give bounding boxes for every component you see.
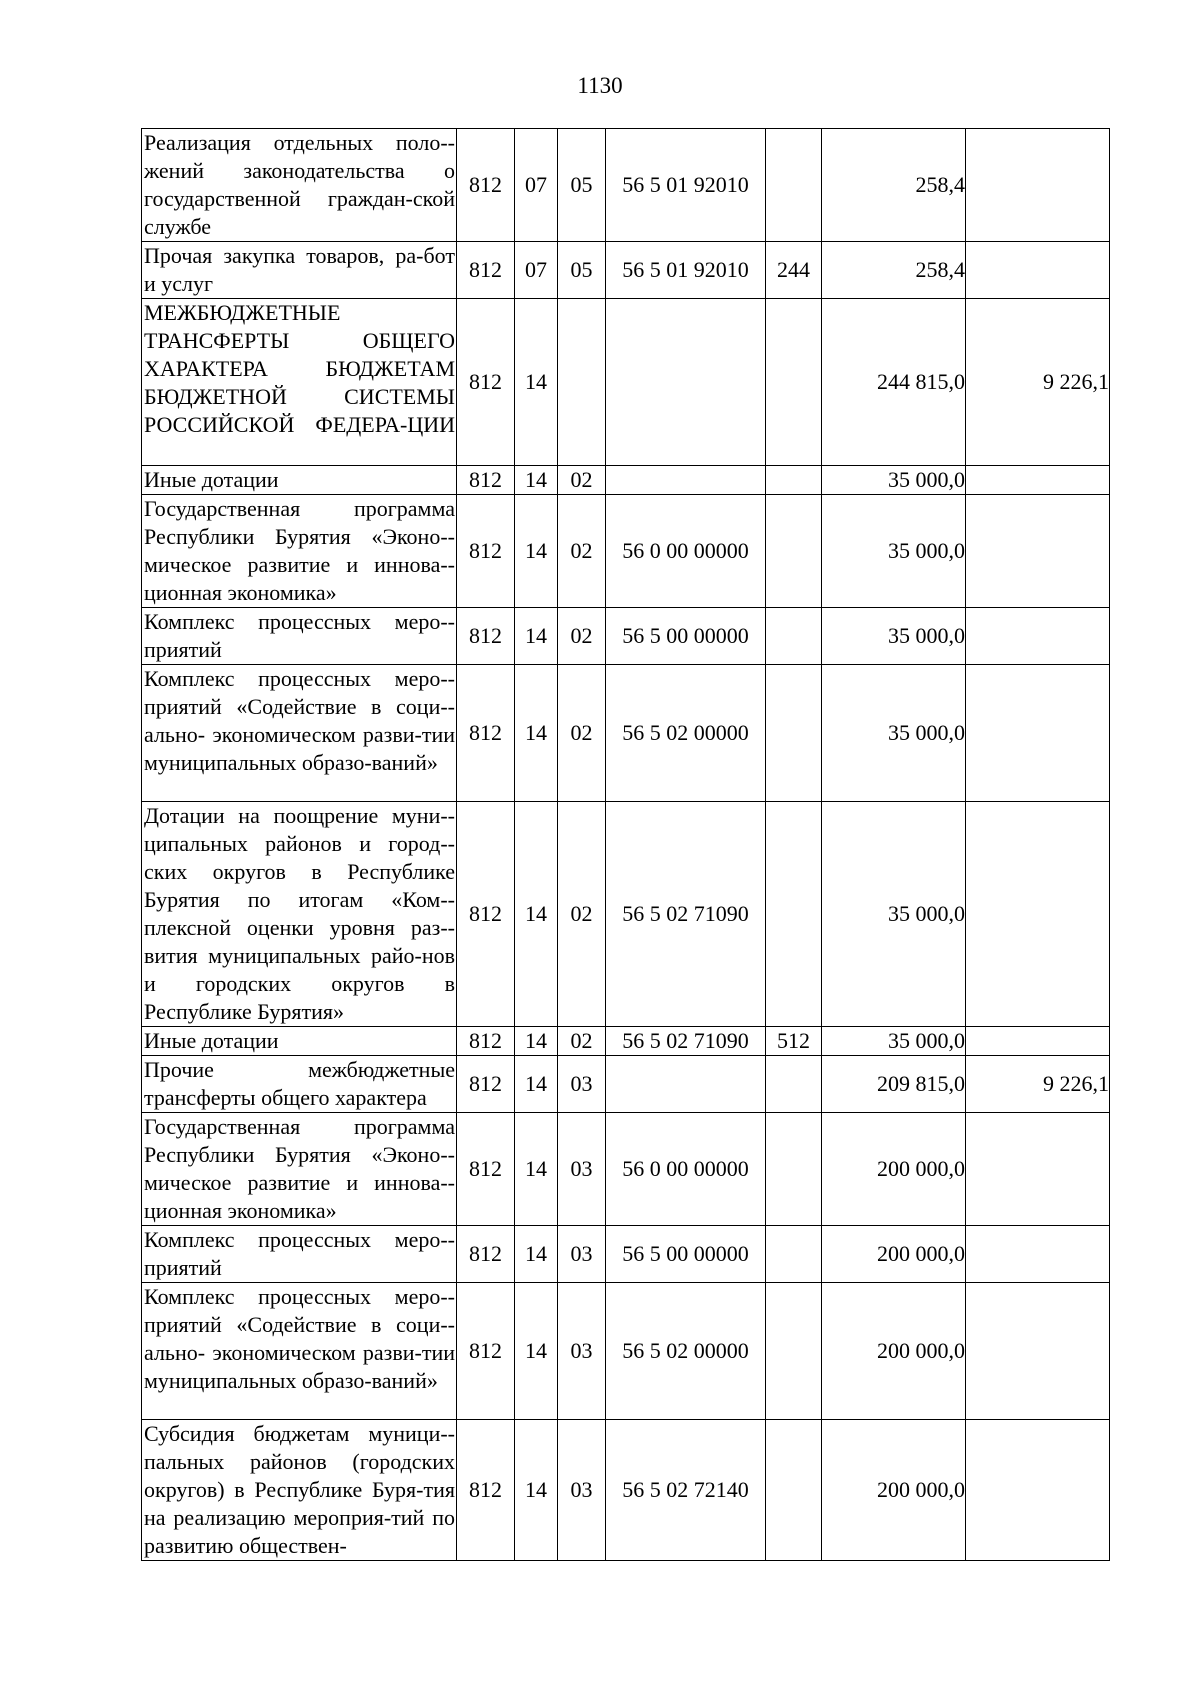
row-target-article: 56 0 00 00000 — [606, 1113, 766, 1226]
row-target-article: 56 5 00 00000 — [606, 1226, 766, 1283]
row-amount: 35 000,0 — [822, 495, 966, 608]
table-row — [142, 1226, 1110, 1283]
table-row — [142, 802, 1110, 1027]
row-amount: 35 000,0 — [822, 1027, 966, 1056]
table-row — [142, 1420, 1110, 1561]
row-amount: 200 000,0 — [822, 1420, 966, 1561]
row-name: Иные дотации — [142, 1027, 457, 1056]
row-expense-type — [766, 665, 822, 802]
row-section-code: 14 — [515, 1420, 558, 1561]
row-ministry-code: 812 — [457, 466, 515, 495]
row-ministry-code: 812 — [457, 129, 515, 242]
row-name: Иные дотации — [142, 466, 457, 495]
row-subsection-code: 02 — [558, 802, 606, 1027]
row-name: Комплекс процессных меро-приятий — [142, 608, 457, 665]
row-subsection-code: 03 — [558, 1056, 606, 1113]
page-number: 1130 — [577, 73, 623, 98]
row-section-code: 14 — [515, 1027, 558, 1056]
row-section-code: 14 — [515, 665, 558, 802]
row-expense-type — [766, 1056, 822, 1113]
row-target-article: 56 5 01 92010 — [606, 129, 766, 242]
row-amount-secondary — [966, 665, 1110, 802]
row-ministry-code: 812 — [457, 495, 515, 608]
row-expense-type — [766, 1113, 822, 1226]
row-subsection-code: 02 — [558, 1027, 606, 1056]
row-subsection-code: 03 — [558, 1283, 606, 1420]
row-amount: 244 815,0 — [822, 299, 966, 466]
row-amount: 35 000,0 — [822, 608, 966, 665]
row-name: Прочие межбюджетные трансферты общего характера — [142, 1056, 457, 1113]
row-section-code: 07 — [515, 242, 558, 299]
row-section-code: 14 — [515, 299, 558, 466]
row-amount: 200 000,0 — [822, 1283, 966, 1420]
row-target-article — [606, 299, 766, 466]
row-subsection-code: 02 — [558, 495, 606, 608]
row-amount-secondary — [966, 129, 1110, 242]
row-amount-secondary — [966, 495, 1110, 608]
row-amount-secondary — [966, 1113, 1110, 1226]
row-target-article: 56 5 02 71090 — [606, 802, 766, 1027]
row-target-article — [606, 1056, 766, 1113]
row-amount-secondary — [966, 608, 1110, 665]
row-subsection-code: 02 — [558, 608, 606, 665]
row-name: Государственная программа Республики Бурятия «Эконо-мическое развитие и иннова-ционная экономика» — [142, 1113, 457, 1226]
row-subsection-code: 03 — [558, 1113, 606, 1226]
table-row — [142, 299, 1110, 466]
row-target-article — [606, 466, 766, 495]
row-ministry-code: 812 — [457, 299, 515, 466]
row-expense-type — [766, 608, 822, 665]
row-amount: 35 000,0 — [822, 466, 966, 495]
row-expense-type: 512 — [766, 1027, 822, 1056]
row-amount-secondary — [966, 242, 1110, 299]
row-ministry-code: 812 — [457, 608, 515, 665]
table-row — [142, 466, 1110, 495]
row-amount-secondary — [966, 1420, 1110, 1561]
row-target-article: 56 5 01 92010 — [606, 242, 766, 299]
row-amount: 200 000,0 — [822, 1226, 966, 1283]
row-expense-type — [766, 299, 822, 466]
row-expense-type — [766, 1420, 822, 1561]
row-amount-secondary: 9 226,1 — [966, 1056, 1110, 1113]
row-ministry-code: 812 — [457, 1420, 515, 1561]
row-section-code: 14 — [515, 1283, 558, 1420]
table-row — [142, 1113, 1110, 1226]
row-name: Государственная программа Республики Бурятия «Эконо-мическое развитие и иннова-ционная экономика» — [142, 495, 457, 608]
row-amount: 200 000,0 — [822, 1113, 966, 1226]
row-ministry-code: 812 — [457, 1226, 515, 1283]
row-expense-type — [766, 802, 822, 1027]
row-subsection-code — [558, 299, 606, 466]
row-target-article: 56 5 00 00000 — [606, 608, 766, 665]
table-row — [142, 129, 1110, 242]
row-amount: 258,4 — [822, 242, 966, 299]
row-amount-secondary: 9 226,1 — [966, 299, 1110, 466]
row-expense-type — [766, 129, 822, 242]
row-section-code: 07 — [515, 129, 558, 242]
row-section-code: 14 — [515, 802, 558, 1027]
table-row — [142, 1283, 1110, 1420]
table-row — [142, 1056, 1110, 1113]
row-name: Комплекс процессных меро-приятий «Содействие в соци-ально- экономическом разви-тии муниципальных образо-ваний» — [142, 665, 457, 802]
row-amount-secondary — [966, 1226, 1110, 1283]
row-ministry-code: 812 — [457, 242, 515, 299]
row-subsection-code: 02 — [558, 665, 606, 802]
row-name: Прочая закупка товаров, ра-бот и услуг — [142, 242, 457, 299]
row-section-code: 14 — [515, 1113, 558, 1226]
row-name: МЕЖБЮДЖЕТНЫЕ ТРАНСФЕРТЫ ОБЩЕГО ХАРАКТЕРА БЮДЖЕТАМ БЮДЖЕТНОЙ СИСТЕМЫ РОССИЙСКОЙ ФЕДЕРА-ЦИИ — [142, 299, 457, 466]
row-name: Комплекс процессных меро-приятий «Содействие в соци-ально- экономическом разви-тии муниципальных образо-ваний» — [142, 1283, 457, 1420]
row-subsection-code: 02 — [558, 466, 606, 495]
row-name: Реализация отдельных поло-жений законодательства о государственной граждан-ской службе — [142, 129, 457, 242]
row-amount: 35 000,0 — [822, 802, 966, 1027]
row-name: Дотации на поощрение муни-ципальных районов и город-ских округов в Республике Бурятия по итогам «Ком-плексной оценки уровня раз-вития муниципальных райо-нов и городских округов в Республике Бурятия» — [142, 802, 457, 1027]
table-row — [142, 608, 1110, 665]
row-amount-secondary — [966, 1283, 1110, 1420]
row-section-code: 14 — [515, 495, 558, 608]
row-subsection-code: 03 — [558, 1420, 606, 1561]
row-expense-type — [766, 466, 822, 495]
table-row — [142, 495, 1110, 608]
table-row — [142, 665, 1110, 802]
row-subsection-code: 05 — [558, 129, 606, 242]
row-expense-type — [766, 1226, 822, 1283]
row-expense-type — [766, 495, 822, 608]
row-ministry-code: 812 — [457, 1283, 515, 1420]
row-target-article: 56 5 02 72140 — [606, 1420, 766, 1561]
row-section-code: 14 — [515, 1056, 558, 1113]
row-amount-secondary — [966, 802, 1110, 1027]
row-target-article: 56 0 00 00000 — [606, 495, 766, 608]
row-target-article: 56 5 02 00000 — [606, 665, 766, 802]
budget-table — [141, 128, 1110, 1561]
row-section-code: 14 — [515, 608, 558, 665]
row-expense-type: 244 — [766, 242, 822, 299]
row-amount: 35 000,0 — [822, 665, 966, 802]
row-ministry-code: 812 — [457, 1113, 515, 1226]
row-amount: 209 815,0 — [822, 1056, 966, 1113]
row-subsection-code: 05 — [558, 242, 606, 299]
row-amount: 258,4 — [822, 129, 966, 242]
row-section-code: 14 — [515, 1226, 558, 1283]
row-amount-secondary — [966, 466, 1110, 495]
row-section-code: 14 — [515, 466, 558, 495]
row-amount-secondary — [966, 1027, 1110, 1056]
row-ministry-code: 812 — [457, 802, 515, 1027]
row-ministry-code: 812 — [457, 1056, 515, 1113]
budget-table-body — [142, 129, 1110, 1561]
row-target-article: 56 5 02 71090 — [606, 1027, 766, 1056]
row-target-article: 56 5 02 00000 — [606, 1283, 766, 1420]
row-ministry-code: 812 — [457, 665, 515, 802]
row-name: Субсидия бюджетам муници-пальных районов (городских округов) в Республике Буря-тия на реализацию мероприя-тий по развитию обществен- — [142, 1420, 457, 1561]
table-row — [142, 1027, 1110, 1056]
row-name: Комплекс процессных меро-приятий — [142, 1226, 457, 1283]
row-ministry-code: 812 — [457, 1027, 515, 1056]
row-expense-type — [766, 1283, 822, 1420]
row-subsection-code: 03 — [558, 1226, 606, 1283]
table-row — [142, 242, 1110, 299]
